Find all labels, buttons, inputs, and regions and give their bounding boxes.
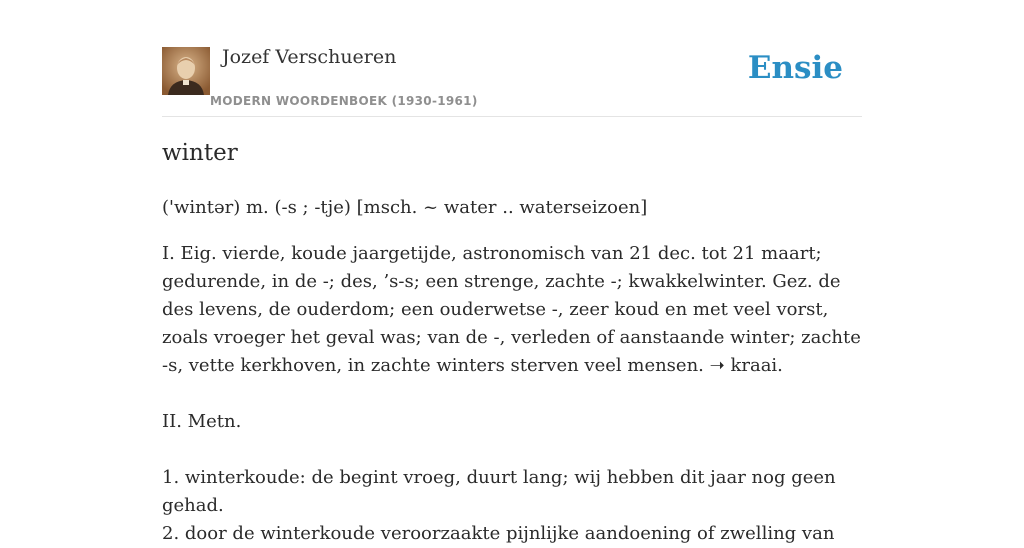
entry-headword: winter — [162, 140, 238, 166]
spacer — [162, 436, 862, 464]
sense-1 — [162, 240, 862, 380]
cross-reference-arrow-icon: ➝ — [709, 355, 725, 376]
author-name[interactable]: Jozef Verschueren — [222, 46, 397, 68]
sense-1-text: I. Eig. vierde, koude jaargetijde, astronomisch van 21 dec. tot 21 maart; gedurende, in de -; des, ’s-s; een strenge, zachte -; kwakkelwinter. Gez. de des levens, de ouderdom; een ouderwetse -, zeer koud en met veel vorst, zoals vroeger het geval was; van de -, verleden of aanstaande winter; zachte -s, vette kerkhoven, in zachte winters sterven veel mensen. — [162, 243, 861, 376]
author-portrait-image — [162, 47, 210, 95]
sense-2-heading: II. Metn. — [162, 411, 242, 432]
list-item: 2. door de winterkoude veroorzaakte pijnlijke aandoening of zwelling van — [162, 523, 835, 544]
spacer — [162, 380, 862, 408]
author-avatar[interactable] — [162, 47, 210, 95]
pronunciation-line: ('wintər) m. (-s ; -tje) [msch. ~ water .. waterseizoen] — [162, 197, 648, 218]
dictionary-source[interactable]: MODERN WOORDENBOEK (1930-1961) — [210, 94, 478, 108]
entry-header — [162, 44, 862, 117]
site-logo[interactable]: Ensie — [747, 50, 843, 86]
entry-definition — [162, 194, 862, 548]
cross-reference-link[interactable]: kraai. — [730, 355, 783, 376]
list-item: 1. winterkoude: de begint vroeg, duurt lang; wij hebben dit jaar nog geen gehad. — [162, 467, 836, 516]
